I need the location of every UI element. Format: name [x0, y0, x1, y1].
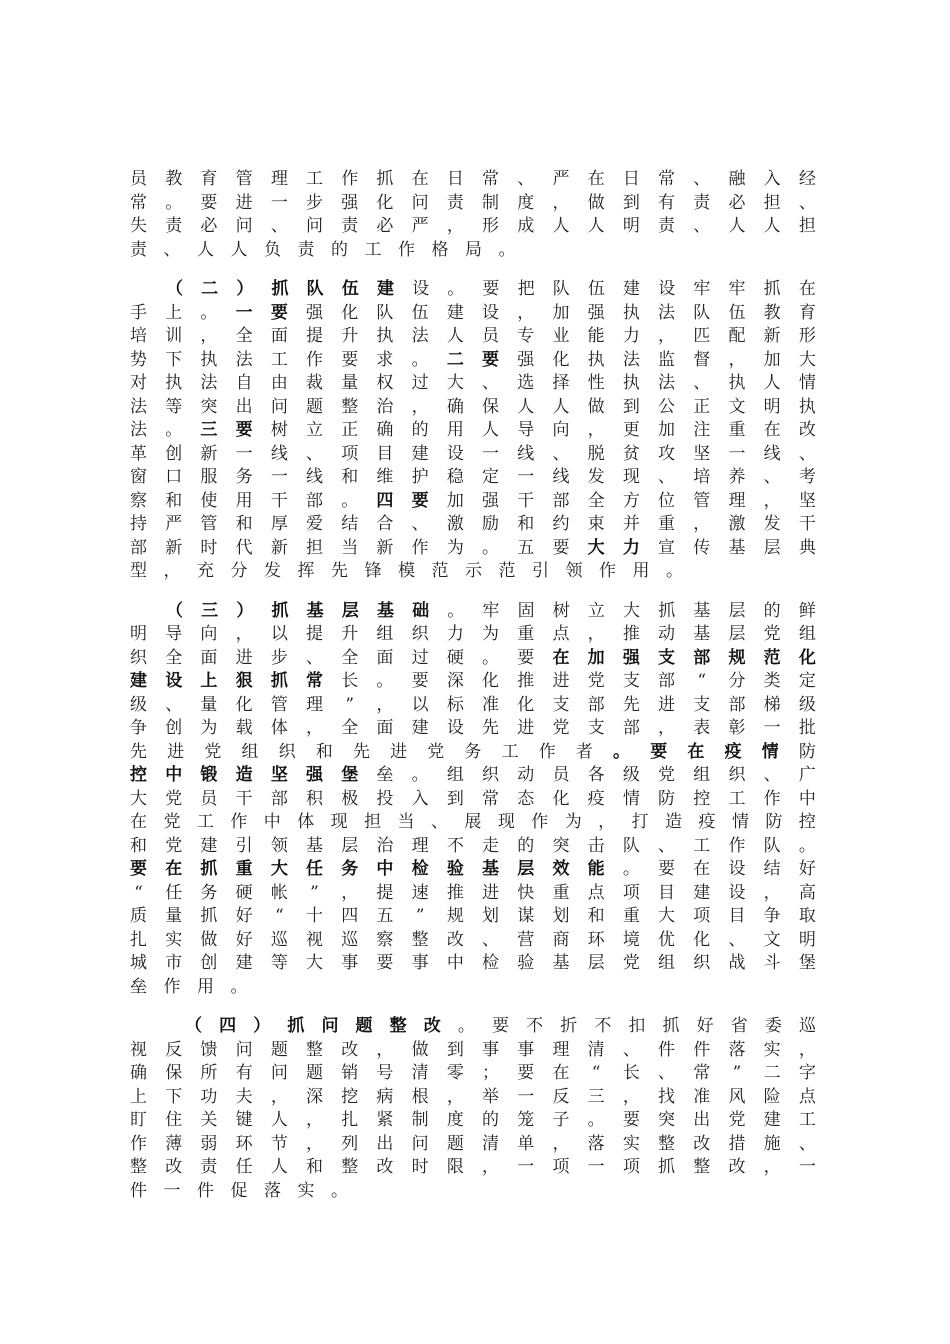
text-line: 建 设 上 狠 抓 常 长 。 要 深 化 推 进 党 支 部 “ 分 类 定 — [130, 671, 816, 691]
text-line: 对 执 法 自 由 裁 量 权 过 大 、 选 择 性 执 法 、 执 人 情 — [130, 373, 816, 393]
text-line: 级 、 量 化 管 理 ” ， 以 标 准 化 支 部 先 进 支 部 梯 级 — [130, 694, 816, 715]
text-line: （ 二 ） 抓 队 伍 建 设 。 要 把 队 伍 建 设 牢 牢 抓 在 — [166, 279, 816, 299]
text-line: 持 严 管 和 厚 爱 结 合 、 激 励 和 约 束 并 重 ， 激 发 干 — [130, 514, 816, 534]
text-line: 质 量 抓 好 “ 十 四 五 ” 规 划 谋 划 和 重 大 项 目 争 取 — [130, 906, 816, 926]
text-line: 作 薄 弱 环 节 ， 列 出 问 题 清 单 ， 落 实 整 改 措 施 、 — [130, 1133, 816, 1154]
text-line: 部 新 时 代 新 担 当 新 作 为 。 五 要 大 力 宣 传 基 层 典 — [130, 537, 816, 558]
text-line: 扎 实 做 好 巡 视 巡 察 整 改 、 营 商 环 境 优 化 、 文 明 — [130, 929, 816, 950]
text-line: 势 下 执 法 工 作 要 求 。 二 要 强 化 执 法 监 督 ， 加 大 — [130, 349, 816, 370]
text-line: 城 市 创 建 等 大 事 要 事 中 检 验 基 层 党 组 织 战 斗 堡 — [130, 953, 816, 973]
text-line: “ 任 务 硬 帐 ” ， 提 速 推 进 快 重 点 项 目 建 设 ， 高 — [134, 882, 816, 903]
text-line: 明 导 向 ， 以 提 升 组 织 力 为 重 点 ， 推 动 基 层 党 组 — [130, 624, 816, 644]
text-line: 确 保 所 有 问 题 销 号 清 零 ； 要 在 “ 长 、 常 ” 二 字 — [130, 1063, 816, 1083]
text-line: 培 训 ， 全 面 提 升 执 法 人 员 专 业 能 力 ， 匹 配 新 形 — [130, 326, 816, 346]
text-line: 视 反 馈 问 题 整 改 ， 做 到 事 事 理 清 、 件 件 落 实 ， — [130, 1039, 816, 1060]
text-line: 控 中 锻 造 坚 强 堡 垒 。 组 织 动 员 各 级 党 组 织 、 广 — [130, 765, 816, 785]
text-line: 先 进 党 组 织 和 先 进 党 务 工 作 者 。 要 在 疫 情 防 — [130, 741, 816, 762]
text-line: 员 教 育 管 理 工 作 抓 在 日 常 、 严 在 日 常 、 融 入 经 — [130, 169, 816, 189]
text-line: 争 创 为 载 体 ， 全 面 建 设 先 进 党 支 部 ， 表 彰 一 批 — [130, 718, 816, 738]
paragraph — [130, 278, 816, 584]
text-line: 责 、 人 人 负 责 的 工 作 格 局 。 — [130, 239, 516, 260]
text-line: 要 在 抓 重 大 任 务 中 检 验 基 层 效 能 。 要 在 设 结 好 — [130, 859, 816, 879]
text-line: 垒 作 用 。 — [130, 976, 248, 997]
text-line: 失 责 必 问 、 问 责 必 严 ， 形 成 人 人 明 责 、 人 人 担 — [130, 216, 816, 236]
text-line: （ 三 ） 抓 基 层 基 础 。 牢 固 树 立 大 抓 基 层 的 鲜 — [166, 600, 816, 621]
paragraph — [130, 1015, 816, 1203]
paragraph — [130, 600, 816, 1000]
text-line: 大 党 员 干 部 积 极 投 入 到 常 态 化 疫 情 防 控 工 作 中 — [130, 788, 816, 809]
text-line: 在 党 工 作 中 体 现 担 当 、 展 现 作 为 ， 打 造 疫 情 防 控 — [130, 812, 816, 832]
text-line: （ 四 ） 抓 问 题 整 改 。 要 不 折 不 扣 抓 好 省 委 巡 — [185, 1016, 816, 1036]
document-page — [130, 168, 816, 1219]
text-line: 窗 口 服 务 一 线 和 维 护 稳 定 一 线 发 现 、 培 养 、 考 — [130, 467, 816, 487]
text-line: 盯 住 关 键 人 ， 扎 紧 制 度 的 笼 子 。 要 突 出 党 建 工 — [130, 1110, 816, 1130]
text-line: 察 和 使 用 干 部 。 四 要 加 强 干 部 全 方 位 管 理 ， 坚 — [130, 490, 816, 511]
text-line: 革 创 新 一 线 、 项 目 建 设 一 线 、 脱 贫 攻 坚 一 线 、 — [130, 443, 816, 464]
text-line: 法 等 突 出 问 题 整 治 ， 确 保 人 人 做 到 公 正 文 明 执 — [130, 396, 816, 417]
text-line: 件 一 件 促 落 实 。 — [130, 1180, 348, 1201]
text-line: 和 党 建 引 领 基 层 治 理 不 走 的 突 击 队 、 工 作 队 。 — [130, 835, 816, 856]
paragraph — [130, 168, 816, 262]
text-line: 常 。 要 进 一 步 强 化 问 责 制 度 ， 做 到 有 责 必 担 、 — [130, 192, 816, 213]
text-line: 上 下 功 夫 ， 深 挖 病 根 ， 举 一 反 三 ， 找 准 风 险 点 — [130, 1086, 816, 1107]
text-line: 手 上 。 一 要 强 化 队 伍 建 设 ， 加 强 执 法 队 伍 教 育 — [130, 302, 816, 323]
text-line: 型 ， 充 分 发 挥 先 锋 模 范 示 范 引 领 作 用 。 — [130, 561, 683, 581]
text-line: 法 。 三 要 树 立 正 确 的 用 人 导 向 ， 更 加 注 重 在 改 — [130, 420, 816, 440]
text-line: 织 全 面 进 步 、 全 面 过 硬 。 要 在 加 强 支 部 规 范 化 — [130, 647, 816, 668]
text-line: 整 改 责 任 人 和 整 改 时 限 ， 一 项 一 项 抓 整 改 ， 一 — [130, 1157, 816, 1177]
